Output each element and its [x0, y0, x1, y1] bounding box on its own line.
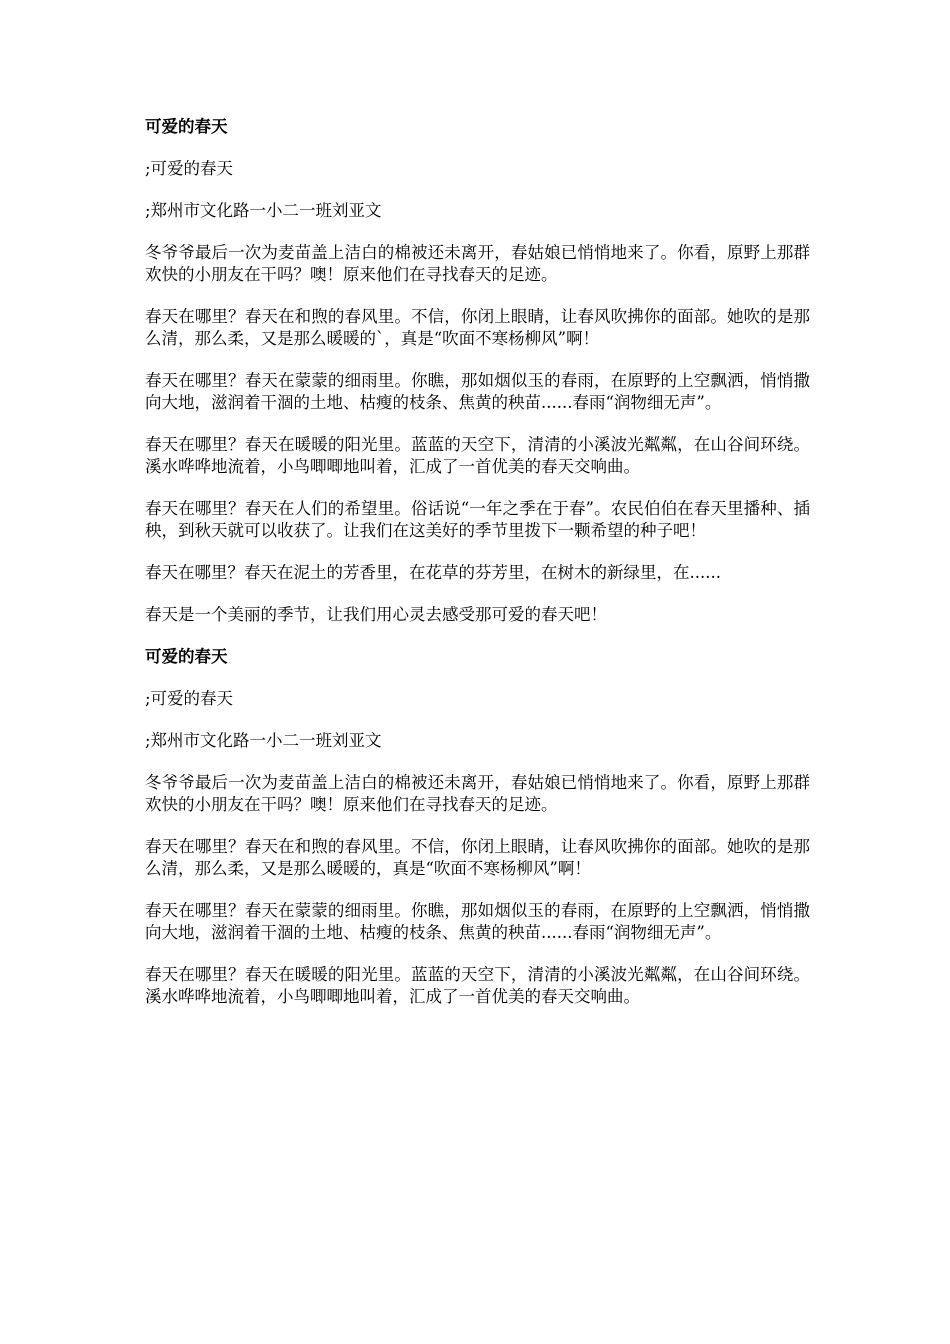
essay-title: 可爱的春天	[145, 117, 228, 136]
essay-section-2	[145, 646, 810, 1008]
essay-paragraph: 春天在哪里？春天在暖暖的阳光里。蓝蓝的天空下，清清的小溪波光粼粼，在山谷间环绕。溪水哗哗地流着，小鸟唧唧地叫着，汇成了一首优美的春天交响曲。	[145, 435, 810, 476]
essay-author: ;郑州市文化路一小二一班刘亚文	[145, 201, 382, 220]
essay-paragraph: 春天在哪里？春天在人们的希望里。俗话说“一年之季在于春”。农民伯伯在春天里播种、插秧，到秋天就可以收获了。让我们在这美好的季节里拨下一颗希望的种子吧！	[145, 499, 810, 540]
essay-paragraph: 冬爷爷最后一次为麦苗盖上洁白的棉被还未离开，春姑娘已悄悄地来了。你看，原野上那群欢快的小朋友在干吗？噢！原来他们在寻找春天的足迹。	[145, 773, 810, 814]
essay-author: ;郑州市文化路一小二一班刘亚文	[145, 731, 382, 750]
essay-paragraph: 春天在哪里？春天在和煦的春风里。不信，你闭上眼睛，让春风吹拂你的面部。她吹的是那么清，那么柔，又是那么暖暖的`，真是“吹面不寒杨柳风”啊！	[145, 307, 810, 348]
essay-paragraph: 春天在哪里？春天在泥土的芳香里，在花草的芬芳里，在树木的新绿里，在......	[145, 563, 721, 582]
essay-subtitle: ;可爱的春天	[145, 689, 234, 708]
essay-paragraph: 春天是一个美丽的季节，让我们用心灵去感受那可爱的春天吧！	[145, 605, 607, 624]
essay-subtitle: ;可爱的春天	[145, 159, 234, 178]
essay-paragraph: 春天在哪里？春天在和煦的春风里。不信，你闭上眼睛，让春风吹拂你的面部。她吹的是那么清，那么柔，又是那么暖暖的，真是“吹面不寒杨柳风”啊！	[145, 837, 810, 878]
essay-paragraph: 春天在哪里？春天在蒙蒙的细雨里。你瞧，那如烟似玉的春雨，在原野的上空飘洒，悄悄撒向大地，滋润着干涸的土地、枯瘦的枝条、焦黄的秧苗......春雨“润物细无声”。	[145, 371, 810, 412]
document-page	[145, 116, 810, 1028]
essay-title: 可爱的春天	[145, 647, 228, 666]
essay-paragraph: 春天在哪里？春天在蒙蒙的细雨里。你瞧，那如烟似玉的春雨，在原野的上空飘洒，悄悄撒向大地，滋润着干涸的土地、枯瘦的枝条、焦黄的秧苗......春雨“润物细无声”。	[145, 901, 810, 942]
essay-paragraph: 春天在哪里？春天在暖暖的阳光里。蓝蓝的天空下，清清的小溪波光粼粼，在山谷间环绕。溪水哗哗地流着，小鸟唧唧地叫着，汇成了一首优美的春天交响曲。	[145, 965, 810, 1006]
essay-paragraph: 冬爷爷最后一次为麦苗盖上洁白的棉被还未离开，春姑娘已悄悄地来了。你看，原野上那群欢快的小朋友在干吗？噢！原来他们在寻找春天的足迹。	[145, 243, 810, 284]
essay-section-1	[145, 116, 810, 626]
